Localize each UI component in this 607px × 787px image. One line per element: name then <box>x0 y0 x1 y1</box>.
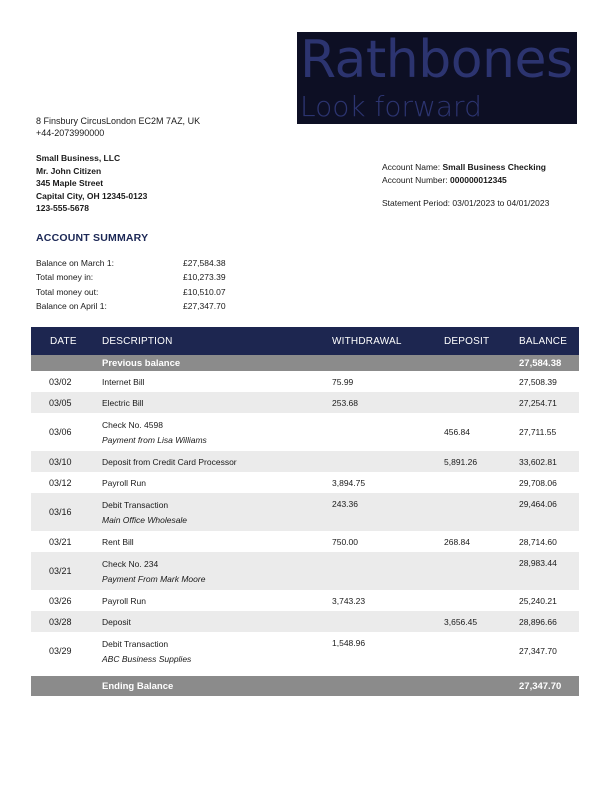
table-row <box>31 493 579 531</box>
transactions-table <box>31 327 579 696</box>
header-deposit: DEPOSIT <box>444 335 490 347</box>
row-description-cell <box>97 413 332 451</box>
summary-label: Total money in: <box>36 272 94 283</box>
row-balance: 28,896.66 <box>519 616 557 627</box>
header-description: DESCRIPTION <box>102 335 173 347</box>
row-description-cell <box>97 392 332 413</box>
row-description-cell <box>97 493 332 531</box>
previous-balance-label: Previous balance <box>102 357 181 369</box>
row-date: 03/02 <box>49 376 72 387</box>
row-description: Payroll Run <box>102 477 146 488</box>
table-row <box>31 392 579 413</box>
row-sub-description: ABC Business Supplies <box>102 653 192 664</box>
row-balance: 27,254.71 <box>519 397 557 408</box>
account-number-label: Account Number: <box>382 174 448 185</box>
customer-address <box>36 152 147 215</box>
table-row <box>31 451 579 472</box>
row-date: 03/05 <box>49 397 72 408</box>
summary-row <box>36 299 243 313</box>
previous-balance-value: 27,584.38 <box>519 357 562 369</box>
customer-phone: 123-555-5678 <box>36 203 89 213</box>
row-description: Rent Bill <box>102 536 134 547</box>
table-row <box>31 611 579 632</box>
row-description-cell <box>97 611 332 632</box>
customer-contact: Mr. John Citizen <box>36 165 102 176</box>
account-info <box>382 161 549 210</box>
bank-phone: +44-2073990000 <box>36 128 105 138</box>
table-row <box>31 590 579 611</box>
row-withdrawal: 3,743.23 <box>332 595 366 606</box>
row-deposit: 3,656.45 <box>444 616 478 627</box>
summary-label: Balance on March 1: <box>36 258 114 268</box>
row-description: Check No. 234 <box>102 558 159 569</box>
row-description: Debit Transaction <box>102 638 169 649</box>
row-balance: 29,464.06 <box>519 499 557 509</box>
table-body <box>31 371 579 670</box>
summary-title: ACCOUNT SUMMARY <box>36 232 149 244</box>
summary-label: Balance on April 1: <box>36 300 107 311</box>
row-balance: 25,240.21 <box>519 595 557 606</box>
account-name-label: Account Name: <box>382 162 441 172</box>
header-balance: BALANCE <box>519 335 568 347</box>
row-date: 03/16 <box>49 507 72 517</box>
table-row <box>31 413 579 451</box>
row-deposit: 268.84 <box>444 536 470 547</box>
row-balance: 27,711.55 <box>519 427 557 437</box>
row-description-cell <box>97 472 332 493</box>
table-row <box>31 552 579 590</box>
row-withdrawal: 253.68 <box>332 397 358 408</box>
ending-balance-row <box>31 676 579 696</box>
logo-name: Rathbones <box>300 32 573 90</box>
previous-balance-row <box>31 355 579 371</box>
row-balance: 28,714.60 <box>519 536 557 547</box>
summary-label: Total money out: <box>36 286 99 297</box>
ending-balance-value: 27,347.70 <box>519 680 562 692</box>
row-date: 03/10 <box>49 456 72 467</box>
row-description: Check No. 4598 <box>102 419 163 430</box>
row-description-cell <box>97 371 332 392</box>
bank-address-line: 8 Finsbury CircusLondon EC2M 7AZ, UK <box>36 116 201 126</box>
row-withdrawal: 750.00 <box>332 536 358 547</box>
row-date: 03/28 <box>49 616 72 627</box>
row-sub-description: Payment from Lisa Williams <box>102 434 207 445</box>
row-description-cell <box>97 552 332 590</box>
table-row <box>31 632 579 670</box>
bank-logo <box>297 32 577 124</box>
table-row <box>31 371 579 392</box>
row-withdrawal: 3,894.75 <box>332 477 366 488</box>
customer-street: 345 Maple Street <box>36 178 104 188</box>
row-balance: 27,347.70 <box>519 646 557 656</box>
row-description: Payroll Run <box>102 595 146 606</box>
row-description: Internet Bill <box>102 376 145 387</box>
row-withdrawal: 243.36 <box>332 499 358 509</box>
row-date: 03/26 <box>49 595 72 606</box>
row-description-cell <box>97 531 332 552</box>
row-sub-description: Payment From Mark Moore <box>102 573 206 584</box>
summary-row <box>36 256 243 270</box>
bank-address <box>36 115 200 139</box>
row-deposit: 5,891.26 <box>444 456 478 467</box>
statement-period-label: Statement Period: <box>382 198 451 208</box>
row-description-cell <box>97 590 332 611</box>
header-date: DATE <box>50 335 77 347</box>
row-description-cell <box>97 451 332 472</box>
row-date: 03/12 <box>49 477 72 488</box>
row-description: Electric Bill <box>102 397 144 408</box>
table-row <box>31 472 579 493</box>
summary-value: £10,273.39 <box>183 272 226 283</box>
row-balance: 27,508.39 <box>519 376 557 387</box>
row-description: Deposit from Credit Card Processor <box>102 456 237 467</box>
account-name-line <box>382 161 549 174</box>
row-description-cell <box>97 632 332 670</box>
row-date: 03/21 <box>49 566 72 576</box>
summary-row <box>36 270 243 284</box>
customer-city: Capital City, OH 12345-0123 <box>36 190 148 201</box>
statement-period: 03/01/2023 to 04/01/2023 <box>452 198 550 208</box>
row-date: 03/06 <box>49 427 72 437</box>
row-balance: 29,708.06 <box>519 477 557 488</box>
summary-value: £27,347.70 <box>183 300 226 311</box>
table-row <box>31 531 579 552</box>
account-summary <box>36 256 243 313</box>
summary-value: £27,584.38 <box>183 258 226 268</box>
row-date: 03/21 <box>49 536 72 547</box>
row-withdrawal: 1,548.96 <box>332 638 366 648</box>
statement-period-line <box>382 197 549 210</box>
customer-company: Small Business, LLC <box>36 153 121 163</box>
row-balance: 33,602.81 <box>519 456 557 467</box>
row-description: Deposit <box>102 616 131 627</box>
account-name: Small Business Checking <box>442 162 546 172</box>
summary-value: £10,510.07 <box>183 286 226 297</box>
summary-row <box>36 285 243 299</box>
row-deposit: 456.84 <box>444 427 470 437</box>
account-number-line <box>382 174 549 187</box>
account-number: 000000012345 <box>450 174 507 185</box>
row-date: 03/29 <box>49 646 72 656</box>
header-withdrawal: WITHDRAWAL <box>332 335 402 347</box>
row-sub-description: Main Office Wholesale <box>102 514 188 525</box>
row-balance: 28,983.44 <box>519 558 557 568</box>
row-withdrawal: 75.99 <box>332 376 354 387</box>
logo-tagline: Look forward <box>300 90 482 123</box>
row-description: Debit Transaction <box>102 499 169 510</box>
ending-balance-label: Ending Balance <box>102 680 174 692</box>
table-header <box>31 327 579 355</box>
